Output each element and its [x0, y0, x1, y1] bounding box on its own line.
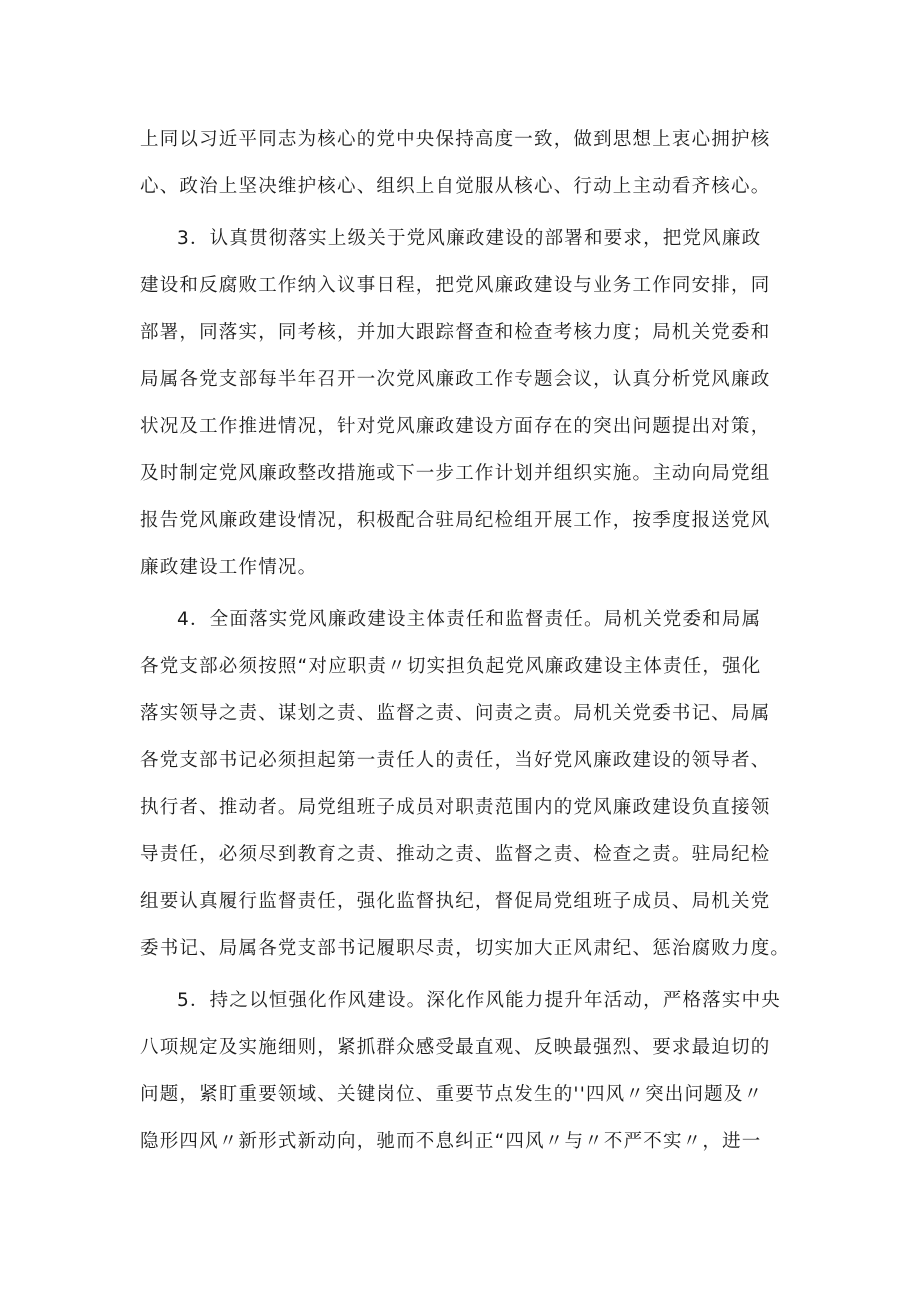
paragraph-3-first-line: 3．认真贯彻落实上级关于党风廉政建设的部署和要求，把党风廉政: [177, 228, 762, 249]
text-line: 问题，紧盯重要领域、关键岗位、重要节点发生的''四风〃突出问题及〃: [140, 1084, 764, 1105]
text-line: 报告党风廉政建设情况，积极配合驻局纪检组开展工作，按季度报送党风: [140, 510, 771, 531]
text-line: 委书记、局属各党支部书记履职尽责，切实加大正风肃纪、惩治腐败力度。: [140, 938, 791, 959]
text-line: 及时制定党风廉政整改措施或下一步工作计划并组织实施。主动向局党组: [140, 463, 771, 484]
text-line: 建设和反腐败工作纳入议事日程，把党风廉政建设与业务工作同安排，同: [140, 275, 771, 296]
text-line: 落实领导之责、谋划之责、监督之责、问责之责。局机关党委书记、局属: [140, 703, 771, 724]
paragraph-4-first-line: 4．全面落实党风廉政建设主体责任和监督责任。局机关党委和局属: [177, 609, 762, 630]
text-line: 部署，同落实，同考核，并加大跟踪督查和检查考核力度；局机关党委和: [140, 322, 771, 343]
text-line: 廉政建设工作情况。: [140, 557, 318, 578]
text-line: 隐形四风〃新形式新动向，驰而不息纠正“四风〃与〃不严不实〃，进一: [140, 1131, 762, 1152]
paragraph-5-first-line: 5．持之以恒强化作风建设。深化作风能力提升年活动，严格落实中央: [177, 990, 781, 1011]
text-line: 各党支部必须按照“对应职责〃切实担负起党风廉政建设主体责任，强化: [140, 656, 762, 677]
text-line: 八项规定及实施细则，紧抓群众感受最直观、反映最强烈、要求最迫切的: [140, 1037, 771, 1058]
text-line: 各党支部书记必须担起第一责任人的责任，当好党风廉政建设的领导者、: [140, 750, 771, 771]
text-line: 局属各党支部每半年召开一次党风廉政工作专题会议，认真分析党风廉政: [140, 369, 771, 390]
text-line: 心、政治上坚决维护核心、组织上自觉服从核心、行动上主动看齐核心。: [140, 176, 771, 197]
text-line: 上同以习近平同志为核心的党中央保持高度一致，做到思想上衷心拥护核: [140, 129, 771, 150]
text-line: 状况及工作推进情况，针对党风廉政建设方面存在的突出问题提出对策，: [140, 416, 771, 437]
text-line: 组要认真履行监督责任，强化监督执纪，督促局党组班子成员、局机关党: [140, 891, 771, 912]
text-line: 导责任，必须尽到教育之责、推动之责、监督之责、检查之责。驻局纪检: [140, 844, 771, 865]
text-line: 执行者、推动者。局党组班子成员对职责范围内的党风廉政建设负直接领: [140, 797, 771, 818]
text-line: [140, 1169, 800, 1209]
